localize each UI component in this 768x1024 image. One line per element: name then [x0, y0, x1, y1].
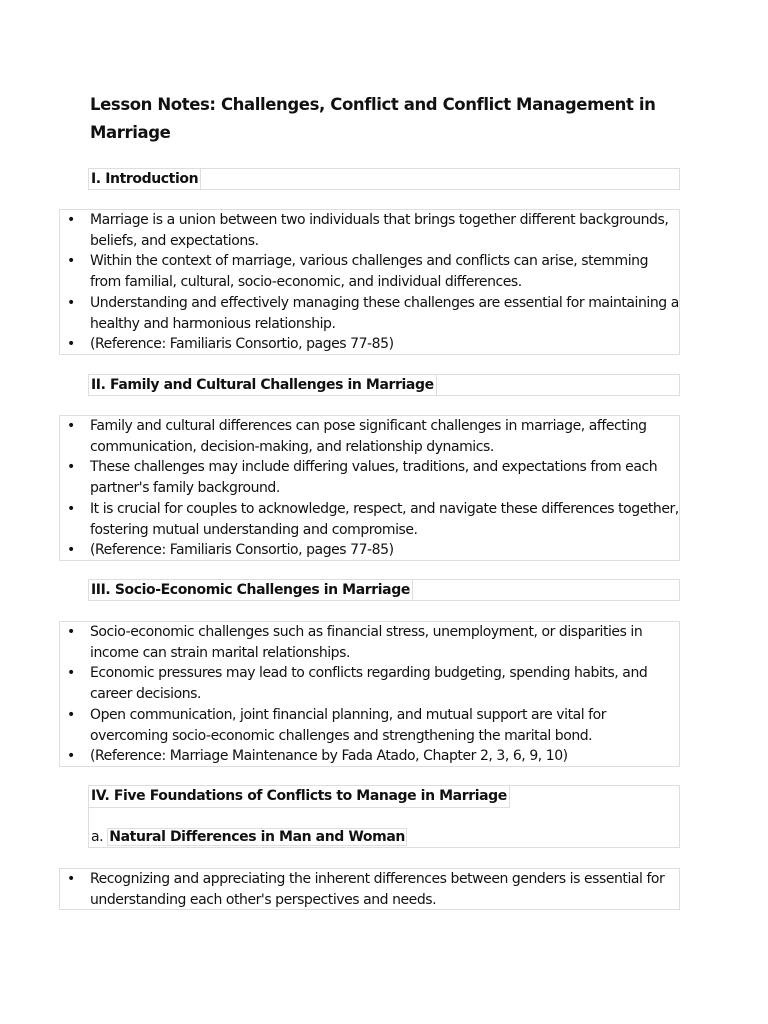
section-heading-family-cultural: II. Family and Cultural Challenges in Marriage — [89, 375, 437, 395]
bullet-icon: • — [67, 418, 75, 434]
section-list-natural-differences — [59, 868, 680, 910]
bullet-icon: • — [67, 253, 75, 270]
section-heading-socio-economic: III. Socio-Economic Challenges in Marriage — [89, 580, 413, 600]
section-list-socio-economic — [59, 621, 680, 767]
document-title: Lesson Notes: Challenges, Conflict and Conflict Management in Marriage — [90, 95, 656, 142]
list-item: • Economic pressures may lead to conflicts regarding budgeting, spending habits, and career decisions. — [67, 665, 648, 703]
list-item: • (Reference: Familiaris Consortio, pages 77-85) — [60, 540, 679, 561]
bullet-icon: • — [67, 542, 75, 559]
bullet-icon: • — [67, 665, 75, 682]
subsection-marker: a. — [91, 829, 104, 845]
subsection-heading-natural-differences: Natural Differences in Man and Woman — [109, 829, 405, 845]
bullet-icon: • — [67, 500, 75, 517]
subsection-heading — [91, 827, 407, 847]
bullet-icon: • — [67, 706, 75, 723]
list-item: • It is crucial for couples to acknowledge, respect, and navigate these differences together, fostering mutual understanding and compromise. — [67, 500, 679, 538]
bullet-icon: • — [67, 336, 75, 353]
section-heading-box-introduction — [88, 168, 680, 190]
list-item: • Understanding and effectively managing these challenges are essential for maintaining a healthy and harmonious relationship. — [67, 294, 679, 332]
list-item: • Family and cultural differences can pose significant challenges in marriage, affecting communication, decision-making, and relationship dynamics. — [67, 418, 647, 455]
list-item: • Within the context of marriage, various challenges and conflicts can arise, stemming from familial, cultural, socio-economic, and individual differences. — [67, 253, 649, 291]
section-heading-introduction: I. Introduction — [89, 169, 201, 189]
section-heading-five-foundations: IV. Five Foundations of Conflicts to Manage in Marriage — [89, 786, 510, 808]
list-item: • Recognizing and appreciating the inherent differences between genders is essential for understanding each other's perspectives and needs. — [67, 871, 665, 908]
bullet-icon: • — [67, 459, 75, 476]
list-item: • Open communication, joint financial planning, and mutual support are vital for overcoming socio-economic challenges and strengthening the marital bond. — [67, 706, 607, 744]
section-list-family-cultural — [59, 415, 680, 561]
list-item: • These challenges may include differing values, traditions, and expectations from each partner's family background. — [67, 459, 658, 497]
bullet-icon: • — [67, 871, 75, 887]
bullet-icon: • — [67, 294, 75, 311]
bullet-icon: • — [67, 212, 75, 228]
list-item: • Marriage is a union between two individuals that brings together different backgrounds, beliefs, and expectations. — [67, 212, 669, 249]
section-heading-box-family-cultural — [88, 374, 680, 396]
section-list-introduction — [59, 209, 680, 355]
bullet-icon: • — [67, 748, 75, 765]
section-heading-box-socio-economic — [88, 579, 680, 601]
list-item: • (Reference: Marriage Maintenance by Fada Atado, Chapter 2, 3, 6, 9, 10) — [60, 746, 679, 767]
bullet-icon: • — [67, 624, 75, 640]
section-heading-box-five-foundations — [88, 785, 680, 848]
list-item: • (Reference: Familiaris Consortio, pages 77-85) — [60, 334, 679, 355]
list-item: • Socio-economic challenges such as financial stress, unemployment, or disparities in income can strain marital relationships. — [67, 624, 643, 661]
